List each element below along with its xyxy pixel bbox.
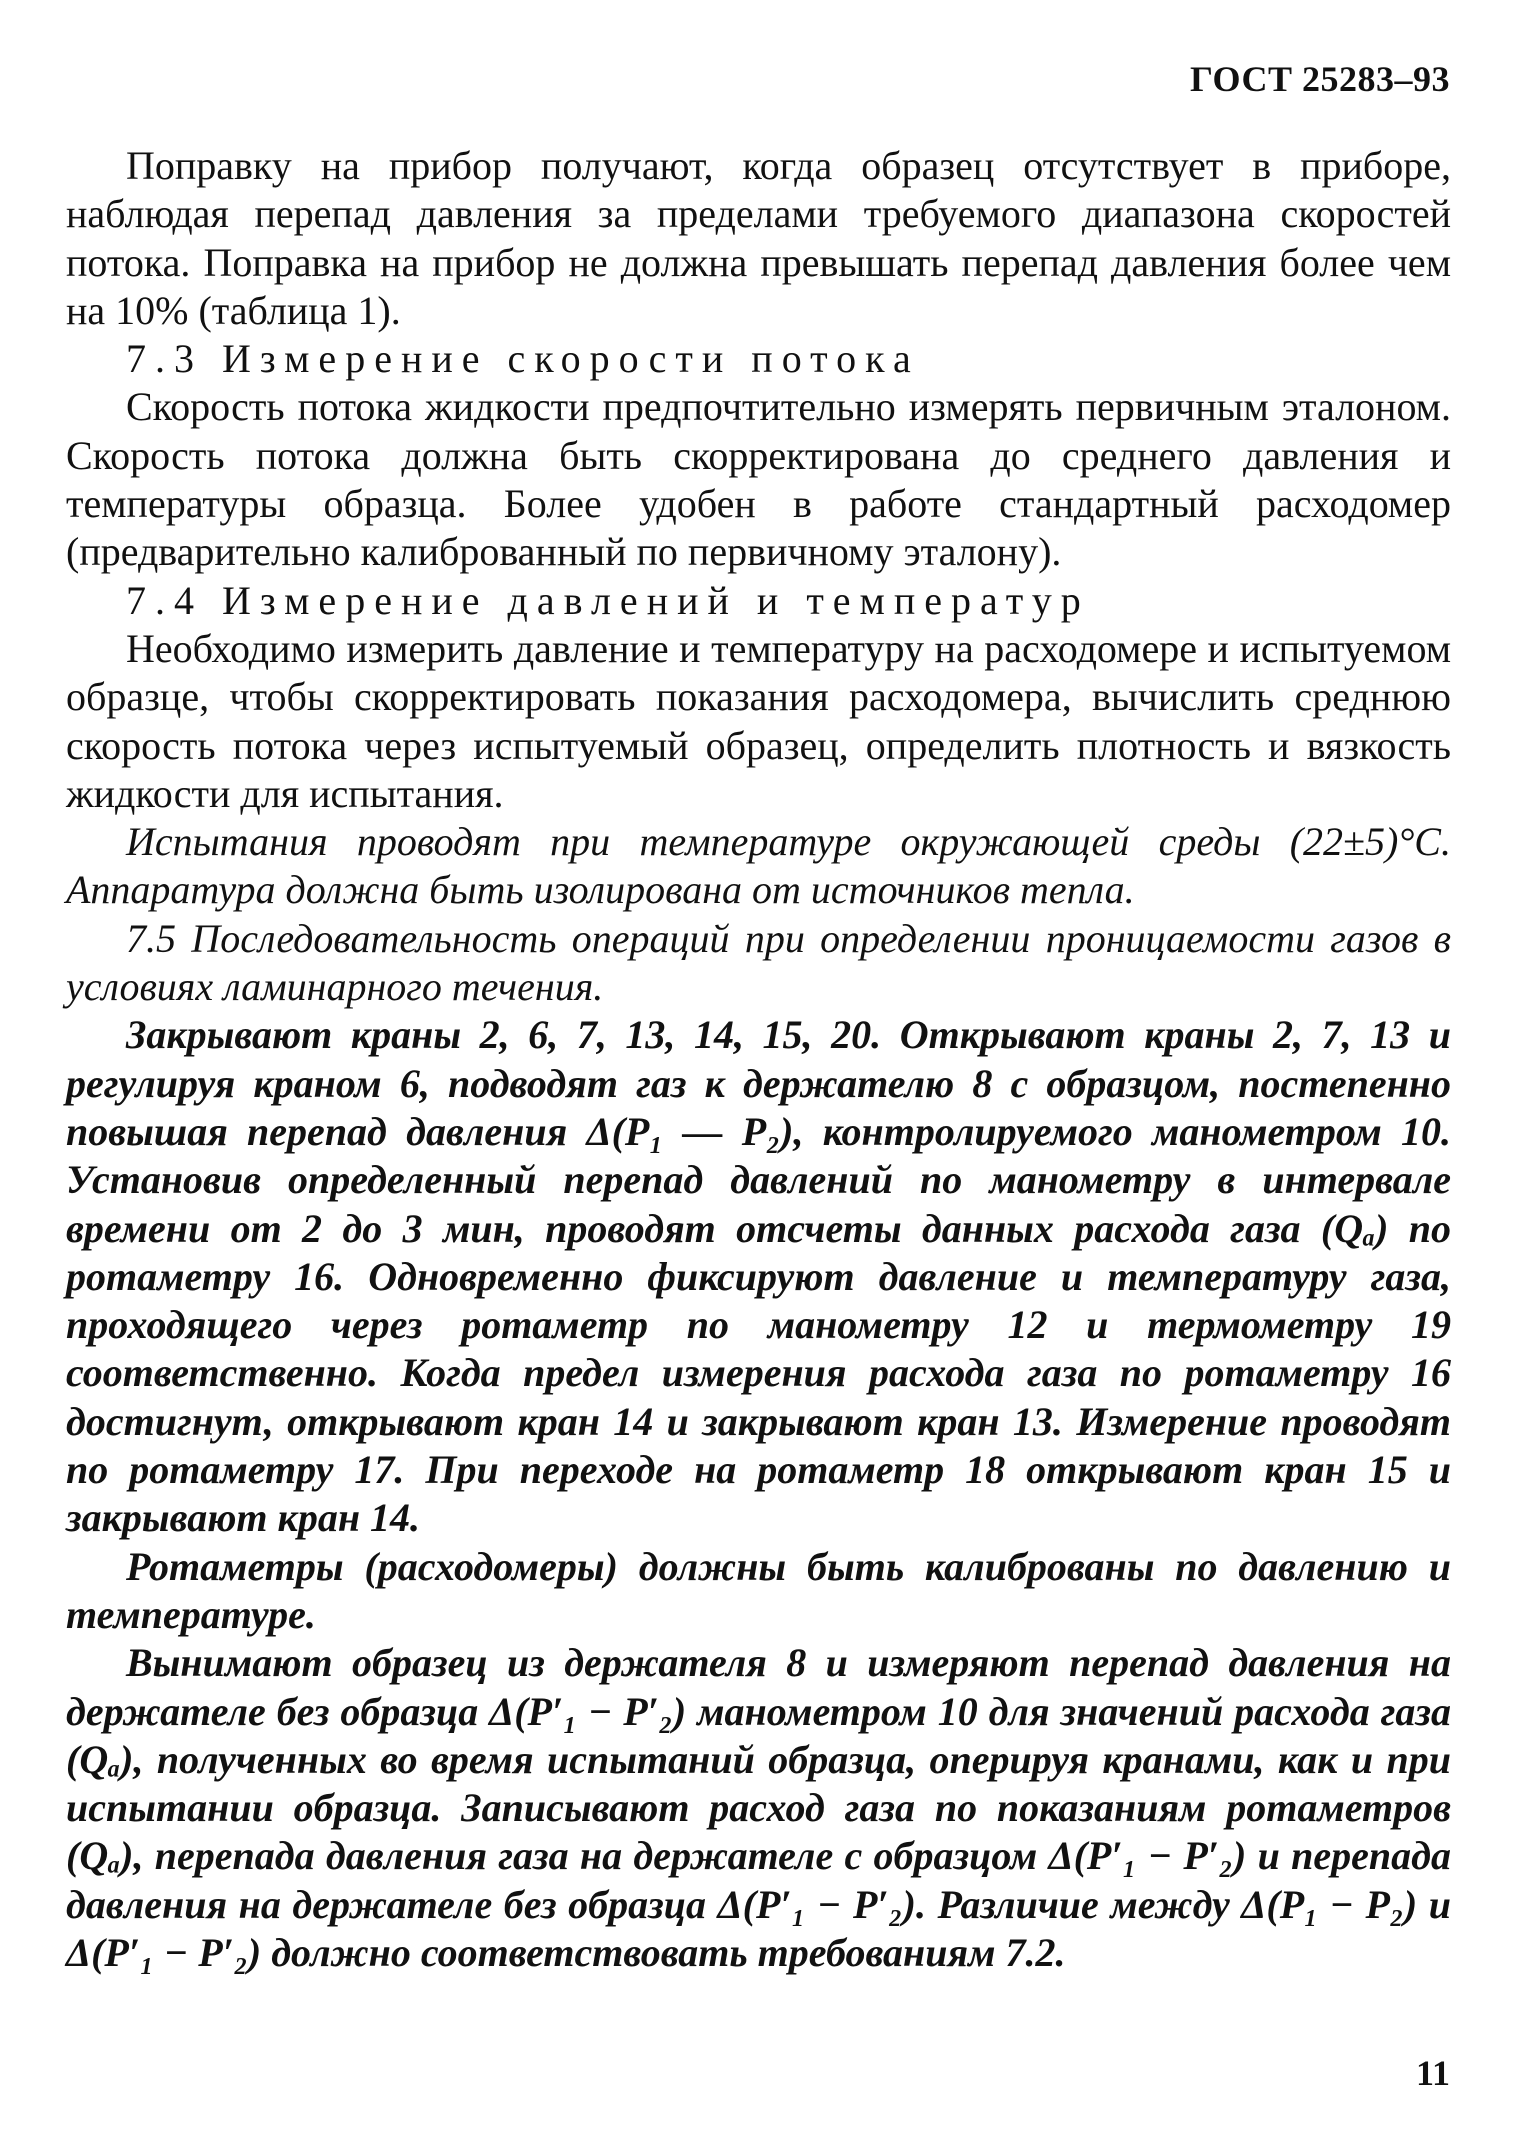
section-heading-7-3: 7.3 Измерение скорости потока — [126, 336, 920, 382]
page-number: 11 — [1415, 2053, 1450, 2093]
section-heading-7-4: 7.4 Измерение давлений и температур — [126, 577, 1090, 623]
paragraph-rotameter-calibration: Ротаметры (расходомеры) должны быть калиброваны по давлению и температуре. — [66, 1543, 1451, 1637]
page-body — [66, 142, 1451, 1977]
paragraph-test-conditions: Испытания проводят при температуре окружающей среды (22±5)°С. Аппаратура должна быть изолирована от источников тепла. — [66, 819, 1451, 913]
doc-code-header: ГОСТ 25283–93 — [1190, 59, 1450, 99]
paragraph-holder-measurement: Вынимают образец из держателя 8 и измеряют перепад давления на держателе без образца Δ(P′₁ − P′₂) манометром 10 для значений расхода газа (Qₐ), полученных во время испытаний образца, оперируя кранами, как и при испытании образца. Записывают расход газа по показаниям ротаметров (Qₐ), перепада давления газа на держателе с образцом Δ(P′₁ − P′₂) и перепада давления на держателе без образца Δ(P′₁ − P′₂). Различие между Δ(P₁ − P₂) и Δ(P′₁ − P′₂) должно соответствовать требованиям 7.2. — [66, 1640, 1451, 1975]
paragraph-device-correction: Поправку на прибор получают, когда образец отсутствует в приборе, наблюдая перепад давления за пределами требуемого диапазона скоростей потока. Поправка на прибор не должна превышать перепад давления более чем на 10% (таблица 1). — [66, 143, 1451, 333]
paragraph-pressure-temperature: Необходимо измерить давление и температуру на расходомере и испытуемом образце, чтобы скорректировать показания расходомера, вычислить среднюю скорость потока через испытуемый образец, определить плотность и вязкость жидкости для испытания. — [66, 625, 1451, 816]
paragraph-valve-procedure: Закрывают краны 2, 6, 7, 13, 14, 15, 20. Открывают краны 2, 7, 13 и регулируя краном 6, подводят газ к держателю 8 с образцом, постепенно повышая перепад давления Δ(P₁ — P₂), контролируемого манометром 10. Установив определенный перепад давлений по манометру в интервале времени от 2 до 3 мин, проводят отсчеты данных расхода газа (Qₐ) по ротаметру 16. Одновременно фиксируют давление и температуру газа, проходящего через ротаметр по манометру 12 и термометру 19 соответственно. Когда предел измерения расхода газа по ротаметру 16 достигнут, открывают кран 14 и закрывают кран 13. Измерение проводят по ротаметру 17. При переходе на ротаметр 18 открывают кран 15 и закрывают кран 14. — [66, 1012, 1451, 1541]
section-heading-7-5: 7.5 Последовательность операций при определении проницаемости газов в условиях ламинарного течения. — [66, 915, 1451, 1010]
paragraph-flow-rate: Скорость потока жидкости предпочтительно измерять первичным эталоном. Скорость потока должна быть скорректирована до среднего давления и температуры образца. Более удобен в работе стандартный расходомер (предварительно калиброванный по первичному эталону). — [66, 384, 1451, 575]
